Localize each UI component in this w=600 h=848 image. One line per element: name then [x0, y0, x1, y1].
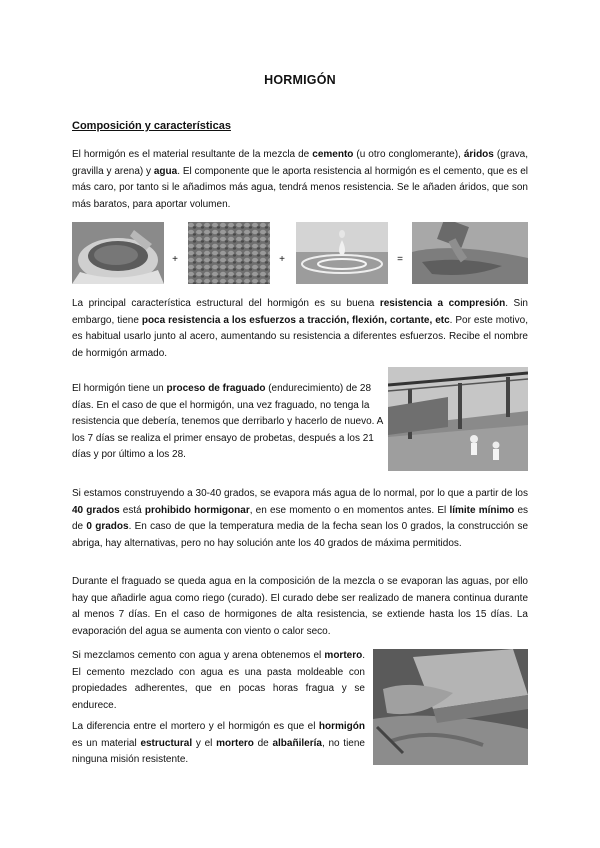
plus-operator-2: + [279, 254, 285, 265]
paragraph-structural: La principal característica estructural del hormigón es su buena resistencia a compresión. Sin embargo, tiene poca resistencia a los esfuerzos a tracción, flexión, cortante, etc. Por este motivo, es habitual usarlo junto al acero, aumentando su resistencia a diferentes esfuerzos. Recibe el nombre de hormigón armado. [72, 298, 528, 359]
cement-bag-photo [72, 222, 164, 284]
mortar-bricks-photo [373, 649, 528, 765]
water-drop-photo [296, 222, 388, 284]
paragraph-difference: La diferencia entre el mortero y el hormigón es que el hormigón es un material estructural y el mortero de albañilería, no tiene ninguna misión resistente. [72, 721, 365, 765]
gravel-photo [188, 222, 270, 284]
paragraph-mortar: Si mezclamos cemento con agua y arena obtenemos el mortero. El cemento mezclado con agua es una pasta moldeable con propiedades adherentes, que en pocas horas fragua y se endurece. [72, 650, 365, 711]
paragraph-composition: El hormigón es el material resultante de la mezcla de cemento (u otro conglomerante), áridos (grava, gravilla y arena) y agua. El componente que le aporta resistencia al hormigón es el cemento, que es el más caro, por tanto si le añadimos más agua, tendrá menos resistencia. Se le añaden áridos, que son más baratos, para aportar volumen. [72, 149, 528, 210]
construction-site-photo [388, 367, 528, 471]
page-title: HORMIGÓN [264, 73, 336, 87]
paragraph-setting: El hormigón tiene un proceso de fraguado (endurecimiento) de 28 días. En el caso de que el hormigón, una vez fraguado, no tenga la resistencia que debería, tenemos que derribarlo y hacerlo de nuevo. A los 7 días se realiza el primer ensayo de probetas, después a los 21 días y por último a los 28. [72, 383, 383, 460]
paragraph-curing: Durante el fraguado se queda agua en la composición de la mezcla o se evaporan las aguas, por ello hay que añadirle agua como riego (curado). El curado debe ser realizado de manera continua durante al menos 7 días. En el caso de hormigones de alta resistencia, se extiende hasta los 15 días. La evaporación del agua se aumenta con viento o calor seco. [72, 576, 528, 637]
section-heading: Composición y características [72, 120, 231, 132]
paragraph-temperature: Si estamos construyendo a 30-40 grados, se evapora más agua de lo normal, por lo que a partir de los 40 grados está prohibido hormigonar, en ese momento o en momentos antes. El límite mínimo es de 0 grados. En caso de que la temperatura media de la fecha sean los 0 grados, la construcción se abriga, hay alternativas, pero no hay solución ante los 40 grados de máxima permitidos. [72, 488, 529, 549]
poured-concrete-photo [412, 222, 528, 284]
plus-operator-1: + [172, 254, 178, 265]
equals-operator: = [397, 254, 403, 265]
